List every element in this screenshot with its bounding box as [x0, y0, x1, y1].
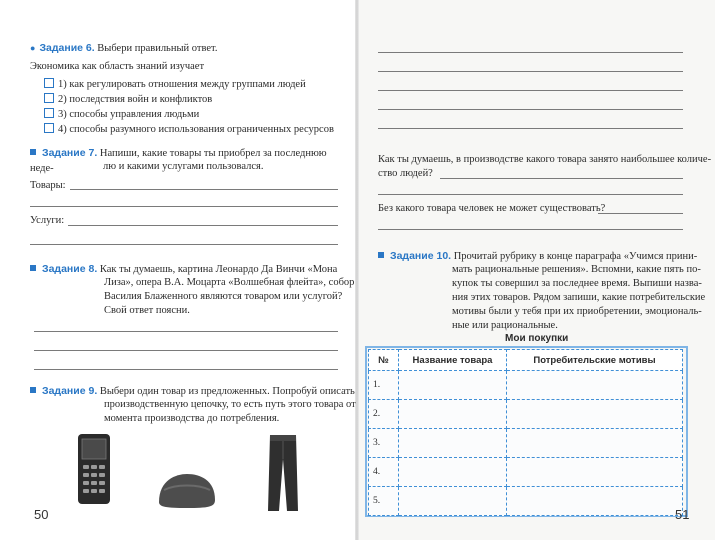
row-number: 5.	[369, 487, 399, 516]
task8-answer-line[interactable]	[34, 350, 338, 351]
answer-line[interactable]	[378, 71, 683, 72]
task8-answer-line[interactable]	[34, 331, 338, 332]
task6-option-1[interactable]: 1) как регулировать отношения между группами людей	[44, 78, 306, 93]
jeans-image[interactable]	[266, 433, 300, 513]
checkbox-icon[interactable]	[44, 123, 54, 133]
task8-line1: Как ты думаешь, картина Леонардо Да Винчи «Мона	[99, 264, 338, 275]
purchases-table	[368, 349, 683, 516]
answer-line[interactable]	[378, 52, 683, 53]
square-bullet-icon	[30, 149, 36, 155]
row-number: 2.	[369, 400, 399, 429]
task10-line2: мать рациональные решения». Вспомни, какие пять по-	[452, 264, 701, 275]
task6-heading	[30, 41, 217, 57]
book-spine	[355, 0, 359, 540]
task6-option-3[interactable]: 3) способы управления людьми	[44, 108, 199, 123]
motives-cell[interactable]	[507, 487, 683, 516]
product-cell[interactable]	[399, 487, 507, 516]
column-header-motives: Потребительские мотивы	[507, 350, 683, 371]
task10-line5: мотивы были у тебя при их приобретении, эмоциональ-	[452, 306, 702, 317]
square-bullet-icon	[30, 265, 36, 271]
task8-answer-line[interactable]	[34, 369, 338, 370]
page-number-right: 51	[675, 507, 690, 522]
production-question-line2: ство людей?	[378, 168, 433, 179]
motives-cell[interactable]	[507, 371, 683, 400]
task8-line4: Свой ответ поясни.	[104, 305, 190, 316]
bullet-icon: ●	[30, 43, 36, 53]
without-question: Без какого товара человек не может существовать?	[378, 203, 606, 214]
production-answer-line[interactable]	[440, 178, 683, 179]
task10-label: Задание 10.	[390, 250, 452, 262]
task9-label: Задание 9.	[42, 385, 98, 397]
table-row	[369, 400, 683, 429]
row-number: 3.	[369, 429, 399, 458]
checkbox-icon[interactable]	[44, 108, 54, 118]
checkbox-icon[interactable]	[44, 93, 54, 103]
task8-label: Задание 8.	[42, 263, 98, 275]
task6-question: Экономика как область знаний изучает	[30, 61, 205, 72]
product-cell[interactable]	[399, 371, 507, 400]
mobile-phone-image[interactable]	[76, 433, 112, 505]
square-bullet-icon	[378, 252, 384, 258]
column-header-number: №	[369, 350, 399, 371]
table-row	[369, 371, 683, 400]
services-answer-line[interactable]	[68, 225, 338, 226]
production-answer-line[interactable]	[378, 194, 683, 195]
product-cell[interactable]	[399, 458, 507, 487]
row-number: 4.	[369, 458, 399, 487]
task10-line1: Прочитай рубрику в конце параграфа «Учимся прини-	[453, 251, 698, 262]
task6-option-2[interactable]: 2) последствия войн и конфликтов	[44, 93, 212, 108]
row-number: 1.	[369, 371, 399, 400]
without-answer-line[interactable]	[378, 229, 683, 230]
purchases-table-title: Мои покупки	[505, 333, 569, 344]
task8-line2: Лиза», опера В.А. Моцарта «Волшебная флейта», собор	[104, 277, 355, 288]
bread-loaf-image[interactable]	[156, 470, 218, 510]
task9-line1: Выбери один товар из предложенных. Попробуй описать	[99, 386, 355, 397]
column-header-product: Название товара	[399, 350, 507, 371]
motives-cell[interactable]	[507, 429, 683, 458]
answer-line[interactable]	[378, 128, 683, 129]
page-number-left: 50	[34, 507, 49, 522]
product-cell[interactable]	[399, 400, 507, 429]
without-answer-line[interactable]	[598, 213, 683, 214]
square-bullet-icon	[30, 387, 36, 393]
goods-answer-line[interactable]	[70, 189, 338, 190]
motives-cell[interactable]	[507, 400, 683, 429]
services-label: Услуги:	[30, 215, 65, 226]
answer-line[interactable]	[378, 90, 683, 91]
task6-text: Выбери правильный ответ.	[97, 43, 218, 54]
task6-option-4[interactable]: 4) способы разумного использования ограниченных ресурсов	[44, 123, 334, 138]
checkbox-icon[interactable]	[44, 78, 54, 88]
task7-line2: лю и какими услугами пользовался.	[103, 161, 264, 172]
services-answer-line[interactable]	[30, 244, 338, 245]
production-question-line1: Как ты думаешь, в производстве какого товара занято наибольшее количе-	[378, 154, 712, 165]
task8-line3: Василия Блаженного являются товаром или услугой?	[104, 291, 343, 302]
task10-line6: ные или рациональные.	[452, 320, 558, 331]
table-row	[369, 458, 683, 487]
table-header-row	[369, 350, 683, 371]
table-row	[369, 429, 683, 458]
product-cell[interactable]	[399, 429, 507, 458]
motives-cell[interactable]	[507, 458, 683, 487]
answer-line[interactable]	[378, 109, 683, 110]
task9-line2: производственную цепочку, то есть путь этого товара от	[104, 399, 356, 410]
task9-line3: момента производства до потребления.	[104, 413, 280, 424]
table-row	[369, 487, 683, 516]
task6-label: Задание 6.	[39, 42, 95, 54]
goods-answer-line[interactable]	[30, 206, 338, 207]
goods-label: Товары:	[30, 180, 66, 191]
task10-line3: купок ты совершил за последнее время. Выпиши назва-	[452, 278, 702, 289]
task7-label: Задание 7.	[42, 147, 98, 159]
task10-line4: ния этих товаров. Рядом запиши, какие потребительские	[452, 292, 706, 303]
task7-line1: Напиши, какие товары ты приобрел за последнюю неде-	[30, 148, 327, 174]
